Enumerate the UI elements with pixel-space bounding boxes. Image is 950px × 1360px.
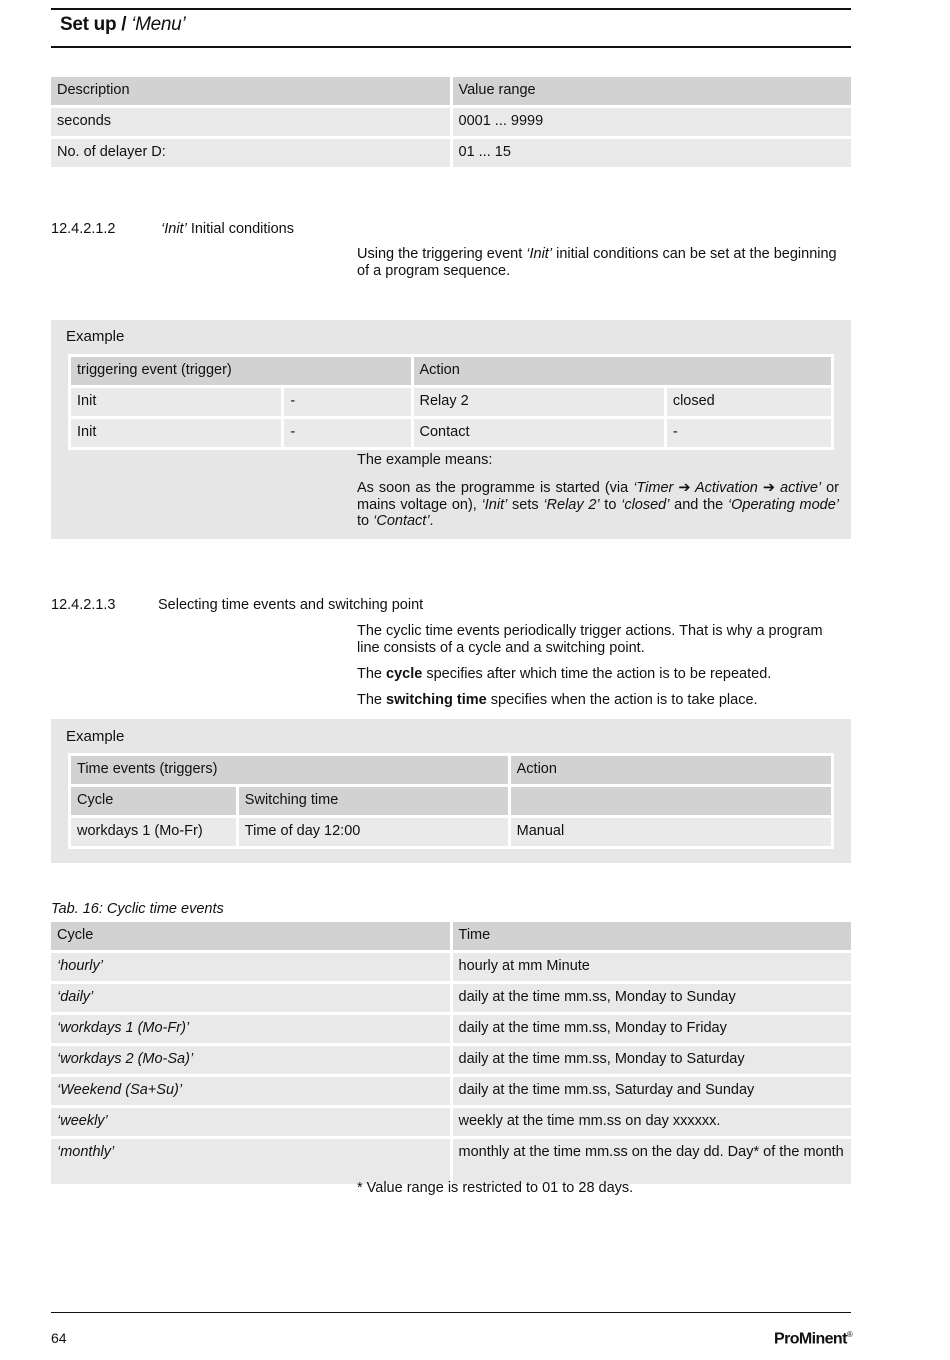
cycle-cell: ‘daily’: [51, 984, 450, 1012]
cycle-cell: ‘workdays 2 (Mo-Sa)’: [51, 1046, 450, 1074]
time-cell: weekly at the time mm.ss on day xxxxxx.: [453, 1108, 852, 1136]
table-cell: Init: [71, 419, 281, 447]
table-cell: Init: [71, 388, 281, 416]
example-label: Example: [66, 728, 125, 745]
switching-paragraph: The switching time specifies when the action is to take place.: [357, 692, 758, 708]
header-top-rule: [51, 8, 851, 10]
table-row: [51, 1046, 851, 1074]
time-cell: monthly at the time mm.ss on the day dd. Day* of the month: [453, 1139, 852, 1184]
example-explanation: As soon as the programme is started (via ‘Timer ➔ Activation ➔ active’ or mains voltage on), ‘Init’ sets ‘Relay 2’ to ‘closed’ and the ‘Operating mode’ to ‘Contact’.: [357, 480, 840, 529]
table-cell: Manual: [511, 818, 831, 846]
example-label: Example: [66, 328, 125, 345]
prominent-logo: ProMinent®: [774, 1330, 853, 1348]
table-header-row: [51, 922, 851, 950]
subheader-cell: [511, 787, 831, 815]
table-caption: Tab. 16: Cyclic time events: [51, 901, 224, 917]
table-cell: No. of delayer D:: [51, 139, 450, 167]
footer-rule: [51, 1312, 851, 1313]
header-cell: Description: [51, 77, 450, 105]
delayer-table: [48, 74, 854, 170]
section-title: ‘Init’ Initial conditions: [161, 221, 294, 237]
table-cell: Time of day 12:00: [239, 818, 508, 846]
section-paragraph: The cyclic time events periodically trigger actions. That is why a program line consists of a cycle and a switching point.: [357, 623, 823, 656]
cycle-cell: ‘hourly’: [51, 953, 450, 981]
header-cell: Time: [453, 922, 852, 950]
table-row: [51, 1139, 851, 1184]
header-bottom-rule: [51, 46, 851, 48]
table-row: [51, 984, 851, 1012]
table-cell: -: [667, 419, 831, 447]
header-cell: Cycle: [51, 922, 450, 950]
example-table: [68, 354, 834, 450]
table-cell: -: [284, 419, 410, 447]
time-cell: daily at the time mm.ss, Monday to Sunday: [453, 984, 852, 1012]
cycle-paragraph: The cycle specifies after which time the action is to be repeated.: [357, 666, 772, 682]
page-title: Set up / ‘Menu’: [60, 14, 186, 35]
table-header-row: [71, 756, 831, 784]
cycle-cell: ‘workdays 1 (Mo-Fr)’: [51, 1015, 450, 1043]
table-header-row: [51, 77, 851, 105]
table-header-row: [71, 357, 831, 385]
table-row: [71, 388, 831, 416]
table-row: [71, 818, 831, 846]
cyclic-time-events-table: [48, 919, 854, 1187]
example-table: [68, 753, 834, 849]
section-paragraph: Using the triggering event ‘Init’ initial conditions can be set at the beginning of a program sequence.: [357, 246, 837, 279]
table-row: [71, 419, 831, 447]
table-row: [51, 1015, 851, 1043]
table-subheader-row: [71, 787, 831, 815]
section-number: 12.4.2.1.3: [51, 597, 116, 613]
example-means: The example means:: [357, 452, 493, 468]
cycle-cell: ‘monthly’: [51, 1139, 450, 1184]
subheader-cell: Cycle: [71, 787, 236, 815]
header-cell: Time events (triggers): [71, 756, 508, 784]
table-cell: 01 ... 15: [453, 139, 852, 167]
table-row: [51, 108, 851, 136]
header-cell: Value range: [453, 77, 852, 105]
table-cell: workdays 1 (Mo-Fr): [71, 818, 236, 846]
table-cell: seconds: [51, 108, 450, 136]
header-cell: triggering event (trigger): [71, 357, 411, 385]
table-row: [51, 1077, 851, 1105]
table-row: [51, 139, 851, 167]
table-cell: Relay 2: [414, 388, 664, 416]
time-cell: daily at the time mm.ss, Saturday and Sunday: [453, 1077, 852, 1105]
time-cell: daily at the time mm.ss, Monday to Friday: [453, 1015, 852, 1043]
page-number: 64: [51, 1330, 67, 1346]
section-title: Selecting time events and switching point: [158, 597, 424, 613]
cycle-cell: ‘weekly’: [51, 1108, 450, 1136]
table-row: [51, 1108, 851, 1136]
table-cell: 0001 ... 9999: [453, 108, 852, 136]
time-cell: hourly at mm Minute: [453, 953, 852, 981]
table-cell: -: [284, 388, 410, 416]
table-row: [51, 953, 851, 981]
time-cell: daily at the time mm.ss, Monday to Saturday: [453, 1046, 852, 1074]
footnote: * Value range is restricted to 01 to 28 days.: [357, 1180, 634, 1196]
header-cell: Action: [414, 357, 832, 385]
cycle-cell: ‘Weekend (Sa+Su)’: [51, 1077, 450, 1105]
section-number: 12.4.2.1.2: [51, 221, 116, 237]
subheader-cell: Switching time: [239, 787, 508, 815]
table-cell: Contact: [414, 419, 664, 447]
header-cell: Action: [511, 756, 831, 784]
table-cell: closed: [667, 388, 831, 416]
